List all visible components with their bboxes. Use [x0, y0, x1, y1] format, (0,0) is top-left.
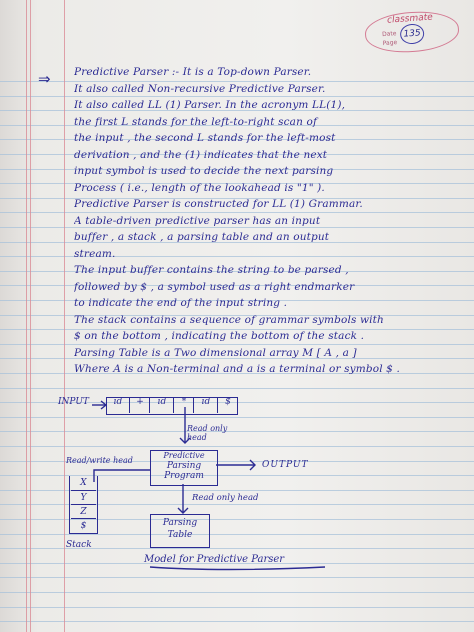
- note-line: derivation , and the (1) indicates that the next: [74, 148, 328, 161]
- note-line: It also called LL (1) Parser. In the acronym LL(1),: [74, 99, 346, 111]
- note-line: $ on the bottom , indicating the bottom of the stack .: [74, 330, 365, 342]
- read-only-head-label-top: Read only head: [187, 424, 228, 442]
- input-label: INPUT: [58, 397, 89, 407]
- note-line: input symbol is used to decide the next parsing: [74, 165, 334, 177]
- stack-cell: X: [80, 478, 87, 488]
- note-line: Predictive Parser is constructed for LL (1) Grammar.: [74, 198, 363, 210]
- read-only-head-label-bottom: Read only head: [192, 493, 259, 503]
- stack-cell: Z: [71, 504, 96, 519]
- note-line: Where A is a Non-terminal and a is a terminal or symbol $ .: [74, 363, 400, 375]
- page-number: 135: [399, 23, 424, 45]
- parsing-table-box: [150, 514, 210, 548]
- stack-cell: $: [71, 518, 96, 533]
- note-line: to indicate the end of the input string .: [74, 297, 288, 309]
- input-cell: $: [217, 397, 238, 413]
- stack-cell: Y: [71, 490, 96, 505]
- input-cell: id: [149, 397, 174, 413]
- note-line: buffer , a stack , a parsing table and an output: [74, 231, 330, 243]
- input-cell: id: [113, 397, 123, 407]
- input-cell: id: [193, 397, 218, 413]
- input-cell: +: [129, 397, 150, 413]
- input-buffer: [106, 397, 238, 415]
- read-write-head-label: Read/write head: [66, 456, 133, 465]
- note-line: It also called Non-recursive Predictive Parser.: [74, 82, 326, 95]
- note-line: The input buffer contains the string to be parsed ,: [74, 264, 349, 276]
- program-box-line: Predictive: [163, 451, 205, 460]
- program-box-line: Parsing: [166, 461, 202, 471]
- note-line: followed by $ , a symbol used as a right endmarker: [74, 280, 355, 293]
- brand-date-label: Date: [381, 30, 397, 39]
- diagram-caption: Model for Predictive Parser: [144, 554, 285, 565]
- note-line: Parsing Table is a Two dimensional array M [ A , a ]: [74, 346, 357, 359]
- note-line: the input , the second L stands for the left-most: [74, 132, 336, 144]
- brand-name: classmate: [386, 12, 434, 26]
- table-box-line: Table: [167, 530, 193, 540]
- brand-page-label: Page: [382, 39, 398, 48]
- caption-underline: [150, 567, 325, 570]
- stack-to-program-line: [94, 470, 150, 482]
- note-line: Predictive Parser :- It is a Top-down Parser.: [74, 66, 312, 78]
- program-box-line: Program: [164, 471, 204, 481]
- note-line: Process ( i.e., length of the lookahead is "1" ).: [74, 181, 325, 194]
- output-label: OUTPUT: [262, 460, 309, 470]
- note-line: stream.: [74, 247, 116, 260]
- table-box-line: Parsing: [162, 518, 198, 528]
- predictive-parsing-program-box: [150, 450, 218, 486]
- implies-arrow-icon: ⇒: [38, 70, 51, 88]
- note-line: A table-driven predictive parser has an input: [74, 214, 321, 227]
- input-cell: *: [173, 397, 194, 413]
- note-line: the first L stands for the left-to-right scan of: [74, 115, 317, 128]
- stack-label: Stack: [66, 540, 92, 550]
- note-line: The stack contains a sequence of grammar symbols with: [74, 313, 384, 326]
